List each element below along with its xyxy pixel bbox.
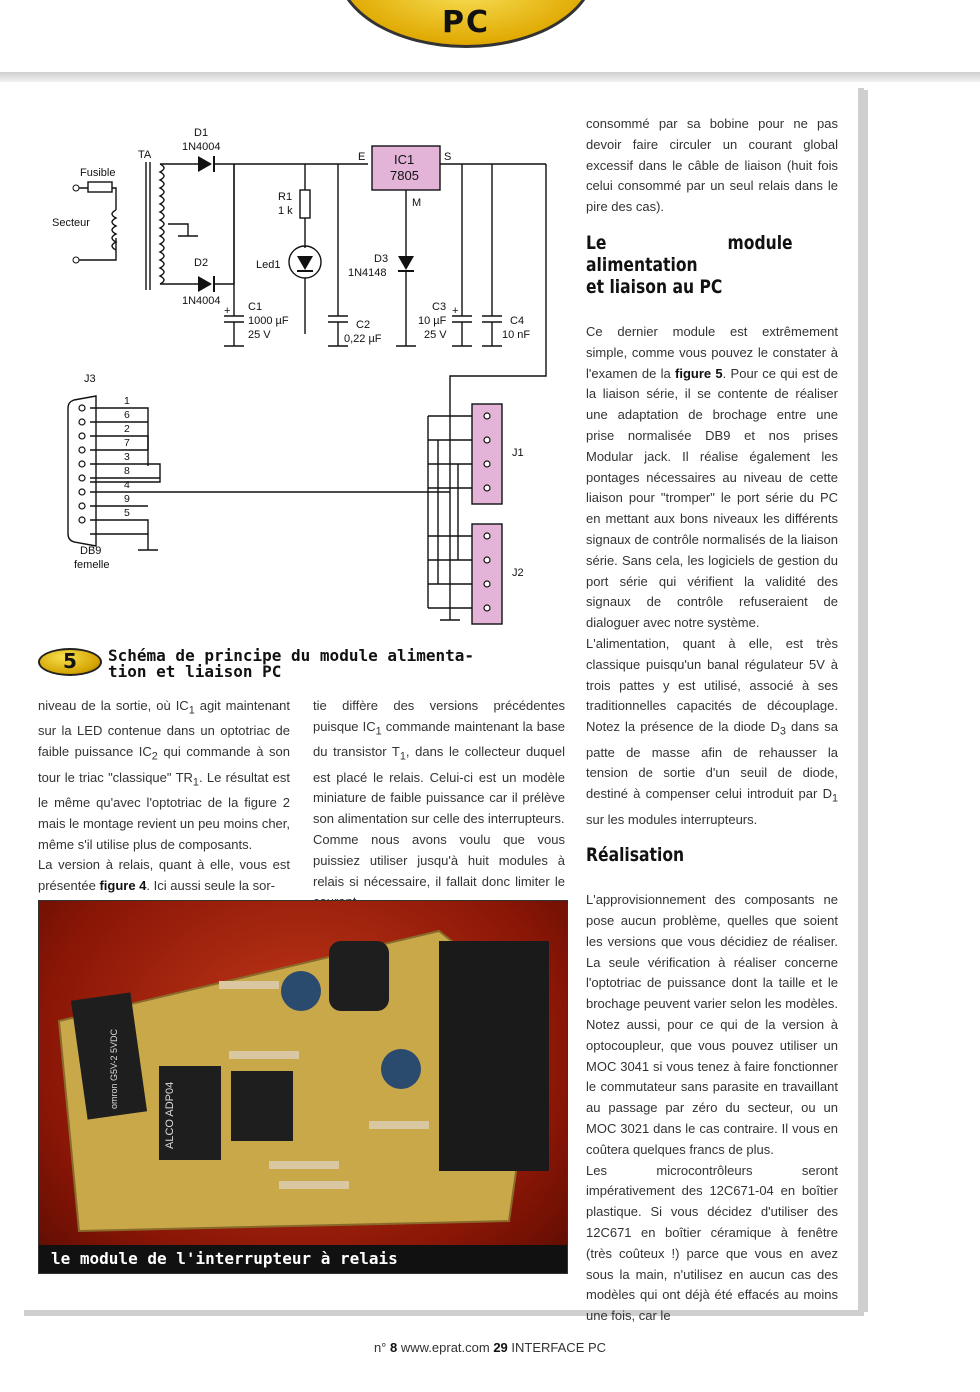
label-j1: J1	[512, 447, 524, 459]
label-c4-val: 10 nF	[502, 329, 531, 341]
relay-module-photo	[38, 900, 568, 1274]
column-3-paragraph-5: Les microcontrôleurs seront impérativement des 12C671-04 en boîtier plastique. Si vous décidez d'utiliser des 12C671 en boîtier céramique à fenêtre (très coûteux !) parce que vous en avez sous la main, n'utilisez en aucun cas des modèles qui ont déjà été effacés au moins une fois, car le	[586, 1162, 838, 1324]
label-secteur: Secteur	[52, 217, 90, 229]
label-r1-val: 1 k	[278, 205, 293, 217]
label-d3: D3	[374, 253, 389, 265]
relay-label: omron G5V-2 5VDC	[109, 1028, 119, 1109]
text-column-2	[313, 696, 565, 913]
relay-module-illustration	[39, 901, 568, 1247]
label-d1: D1	[194, 127, 209, 139]
label-s: S	[444, 151, 452, 163]
text-column-1	[38, 696, 290, 897]
column-2-paragraph-1: tie diffère des versions précédentes puisque $IC_1$ commande maintenant la base du transistor $T_1$, dans le collecteur duquel est placé le relais. Celui-ci est un modèle miniature de faible puissance car il prélève son alimentation sur celle des interrupteurs.	[313, 698, 565, 827]
chip-label: ALCO ADP04	[164, 1081, 176, 1149]
figure-5-caption	[38, 646, 568, 686]
label-c1: C1	[248, 301, 263, 313]
label-e: E	[358, 151, 366, 163]
label-j2: J2	[512, 567, 524, 579]
label-femelle: femelle	[74, 559, 110, 571]
column-3-paragraph-1: consommé par sa bobine pour ne pas devoir faire circuler un courant global excessif dans le câble de liaison (huit fois celui consommé par un seul relais dans le pire des cas).	[586, 116, 838, 215]
magazine-name: INTERFACE PC	[507, 1340, 607, 1355]
section-heading-alimentation: Le module alimentation et liaison au PC	[586, 231, 793, 298]
label-m: M	[412, 197, 422, 209]
issue-number: 8	[390, 1340, 398, 1355]
pin-label: 1	[124, 395, 130, 407]
label-c1-volt: 25 V	[248, 329, 271, 341]
label-c4: C4	[510, 315, 525, 327]
label-led1: Led1	[256, 259, 281, 271]
page-number: 29	[493, 1340, 508, 1355]
pin-label: 2	[124, 423, 130, 435]
photo-caption: le module de l'interrupteur à relais	[39, 1245, 567, 1273]
page-right-shadow	[858, 90, 868, 1312]
text-column-3	[586, 114, 838, 1327]
pin-label: 4	[124, 479, 130, 491]
label-d1-part: 1N4004	[182, 141, 221, 153]
label-d2-part: 1N4004	[182, 295, 221, 307]
column-3-paragraph-2: Ce dernier module est extrêmement simple, comme vous pouvez le constater à l'examen de la figure 5. Pour ce qui est de la liaison série, il se contente de réaliser une adaptation de brochage entre une prise normalisée DB9 et nos prises Modular jack. Il réalise également les pontages nécessaires au niveau de cette liaison pour "tromper" le port série du PC en mettant aux bons niveaux les différents signaux de contrôle normalisés de la liaison série. Sans cela, les logiciels de gestion du port série qui vérifient la validité des signaux de contrôle refuseraient de dialoguer avec notre système.	[586, 323, 838, 631]
label-c3-val: 10 µF	[418, 315, 447, 327]
label-c2-val: 0,22 µF	[344, 333, 382, 345]
label-c2: C2	[356, 319, 371, 331]
column-3-paragraph-4: L'approvisionnement des composants ne pose aucun problème, quelles que soient les versions que vous décidiez de réaliser. La seule vérification à réaliser concerne l'optotriac de puissance dont la taille et le brochage peuvent varier selon les modèles. Notez aussi, pour ce qui de la version à optocoupleur, que vous pouvez utiliser un MOC 3041 si vous tenez à faire fonctionner le commutateur sans parasite en travaillant au passage par zéro du secteur, ou un MOC 3021 dans le cas contraire. Il vous en coûtera quelques francs de plus.	[586, 892, 838, 1157]
label-ic1: IC1	[394, 152, 415, 167]
pin-label: 7	[124, 437, 130, 449]
label-c3: C3	[432, 301, 447, 313]
website: www.eprat.com	[397, 1340, 494, 1355]
pin-label: 6	[124, 409, 130, 421]
section-tab-label: PC	[441, 5, 490, 40]
label-ic1-part: 7805	[390, 168, 419, 183]
figure-number: 5	[63, 649, 77, 673]
label-fusible: Fusible	[80, 167, 116, 179]
label-db9: DB9	[80, 545, 102, 557]
column-3-paragraph-3: L'alimentation, quant à elle, est très classique puisqu'un banal régulateur 5V à trois pattes y est utilisé, associé à ses traditionnelles capacités de découplage. Notez la présence de la diode $D_3$ dans sa patte de masse afin de rehausser la tension de sortie d'un seuil de diode, destiné à compenser celui introduit par $D_1$ sur les modules interrupteurs.	[586, 635, 838, 827]
label-c3-volt: 25 V	[424, 329, 447, 341]
label-j3: J3	[84, 373, 96, 385]
section-heading-realisation: Réalisation	[586, 844, 685, 867]
label-d3-part: 1N4148	[348, 267, 387, 279]
label-d2: D2	[194, 257, 209, 269]
label-plus-c1: +	[224, 305, 231, 317]
figure-5-schematic	[38, 120, 568, 640]
pin-label: 9	[124, 493, 130, 505]
label-r1: R1	[278, 191, 293, 203]
pin-label: 5	[124, 507, 130, 519]
label-ta: TA	[138, 149, 152, 161]
column-1-paragraph-1: niveau de la sortie, où $IC_1$ agit maintenant sur la LED contenue dans un optotriac de faible puissance $IC_2$ qui commande à son tour le triac "classique" $TR_1$. Le résultat est le même qu'avec l'optotriac de la figure 2 mais le montage revient un peu moins cher, même s'il utilise plus de composants.	[38, 698, 291, 852]
page-top-shadow	[0, 72, 980, 82]
column-2-paragraph-2: Comme nous avons voulu que vous puissiez utiliser jusqu'à huit modules à relais si nécessaire, il fallait donc limiter le	[313, 831, 565, 889]
label-plus-c3: +	[452, 305, 459, 317]
pin-label: 8	[124, 465, 130, 477]
page-footer: n° 8 www.eprat.com 29 INTERFACE PC	[373, 1340, 607, 1355]
figure-caption-line-2: tion et liaison PC	[108, 662, 282, 681]
figure-caption-line-1: Schéma de principe du module alimenta-	[108, 646, 475, 665]
label-c1-val: 1000 µF	[248, 315, 289, 327]
figure-caption-text	[108, 648, 568, 680]
pin-label: 3	[124, 451, 130, 463]
column-1-paragraph-2: La version à relais, quant à elle, vous est présentée figure 4. Ici aussi seule la sor-	[38, 857, 290, 894]
